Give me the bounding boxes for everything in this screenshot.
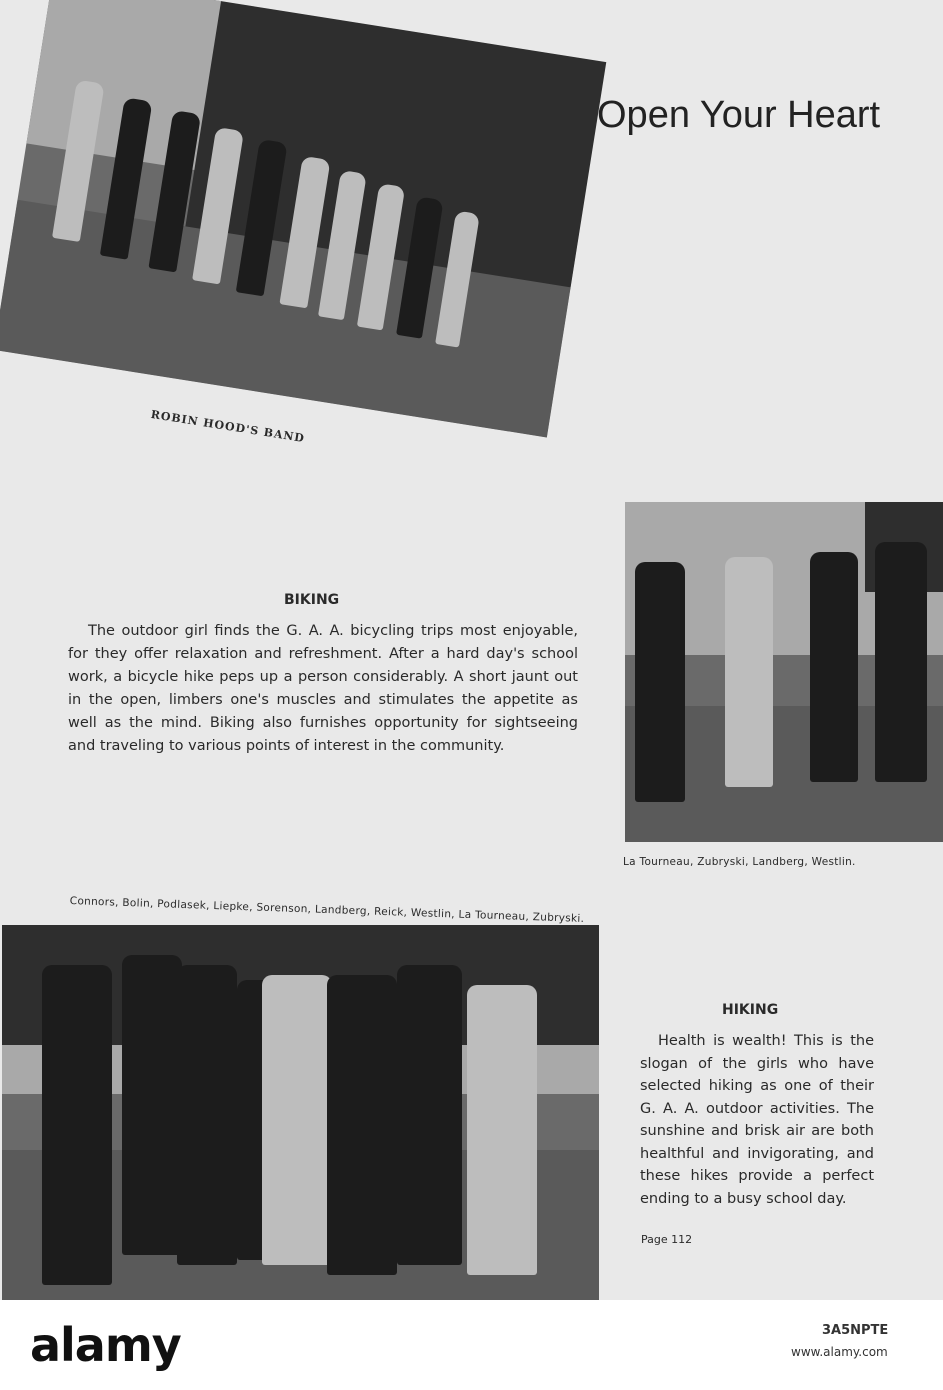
biking-heading: BIKING [284, 592, 340, 608]
hiking-paragraph: Health is wealth! This is the slogan of the girls who have selected hiking as one of their G. A. A. outdoor activities. The sunshine and brisk air are both healthful and invigorating, and these hikes provide a perfect ending to a busy school day. [640, 1033, 874, 1207]
bikers-caption: La Tourneau, Zubryski, Landberg, Westlin. [623, 856, 856, 868]
biking-paragraph: The outdoor girl finds the G. A. A. bicycling trips most enjoyable, for they offer relaxation and refreshment. After a hard day's school work, a bicycle hike peps up a person considerably. A short jaunt out in the open, limbers one's muscles and stimulates the appetite as well as the mind. Biking also furnishes opportunity for sightseeing and traveling to various points of interest in the community. [68, 623, 578, 754]
alamy-logo: alamy [30, 1318, 181, 1372]
page-title: Open Your Heart [597, 94, 881, 136]
page-number: Page 112 [641, 1233, 693, 1246]
hikers-photo [2, 925, 599, 1300]
archery-caption: ROBIN HOOD'S BAND [149, 407, 306, 446]
image-id: 3A5NPTE [822, 1323, 889, 1338]
site-url: www.alamy.com [791, 1345, 888, 1359]
hikers-caption: Connors, Bolin, Podlasek, Liepke, Sorenson, Landberg, Reick, Westlin, La Tourneau, Zubryski. [69, 895, 585, 925]
hiking-heading: HIKING [722, 1002, 779, 1018]
archery-photo [0, 0, 606, 437]
bikers-photo [625, 502, 943, 842]
